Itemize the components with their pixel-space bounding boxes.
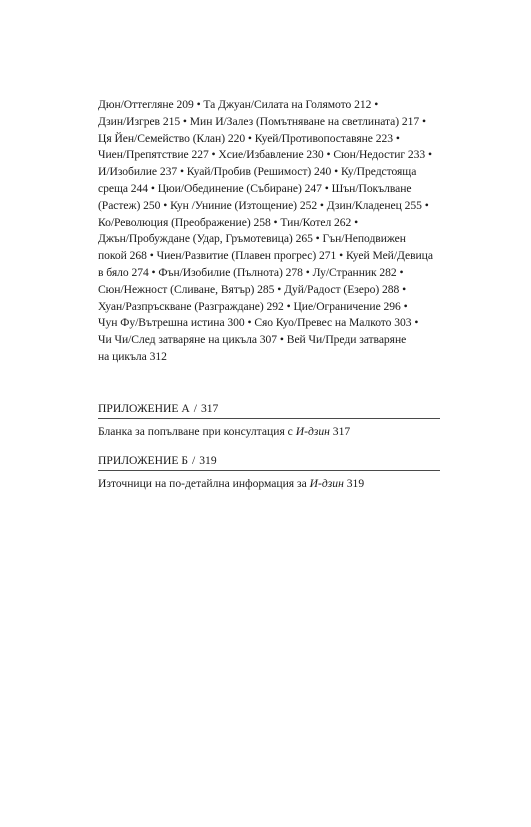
appendix-a-heading	[98, 401, 440, 419]
appendix-a-entry-page: 317	[329, 425, 351, 438]
toc-hexagram-list	[98, 97, 440, 366]
toc-line: Чун Фу/Вътрешна истина 300 • Сяо Куо/Превес на Малкото 303 •	[98, 316, 419, 330]
appendix-a-entry-text: Бланка за попълване при консултация с	[98, 425, 296, 438]
appendix-b-page: 319	[199, 454, 217, 467]
appendix-a-page: 317	[200, 402, 219, 415]
toc-line: Хуан/Разпръскване (Разграждане) 292 • Цие/Ограничение 296 •	[98, 299, 408, 313]
appendix-b-entry-text: Източници на по-детайлна информация за	[98, 477, 310, 490]
appendix-b-entry-italic: И-дзин	[309, 477, 344, 490]
toc-line: Чиен/Препятствие 227 • Хсие/Избавление 230 • Сюн/Недостиг 233 •	[98, 148, 433, 162]
toc-line: (Растеж) 250 • Кун /Униние (Изтощение) 252 • Дзин/Кладенец 255 •	[98, 198, 429, 212]
appendix-a-entry-italic: И-дзин	[295, 425, 330, 438]
toc-line: покой 268 • Чиен/Развитие (Плавен прогрес) 271 • Куей Мей/Девица	[98, 249, 433, 263]
toc-line: Ця Йен/Семейство (Клан) 220 • Куей/Противопоставяне 223 •	[98, 131, 400, 145]
toc-line: Дюн/Оттегляне 209 • Та Джуан/Силата на Голямото 212 •	[98, 98, 379, 111]
toc-line: Сюн/Нежност (Сливане, Вятър) 285 • Дуй/Радост (Езеро) 288 •	[98, 282, 407, 296]
toc-line: на цикъла 312	[98, 349, 167, 363]
toc-line: И/Изобилие 237 • Куай/Пробив (Решимост) 240 • Ку/Предстояща	[98, 165, 417, 179]
toc-line: в бяло 274 • Фън/Изобилие (Пълнота) 278 • Лу/Странник 282 •	[98, 265, 404, 279]
appendix-a-separator: /	[193, 402, 197, 415]
toc-line: Джън/Пробуждане (Удар, Гръмотевица) 265 • Гън/Неподвижен	[98, 232, 406, 246]
appendix-b-title: ПРИЛОЖЕНИЕ Б	[98, 454, 188, 467]
appendix-b-separator: /	[192, 454, 196, 467]
appendix-b-entry-page: 319	[343, 477, 365, 490]
appendix-a-entry	[98, 424, 440, 440]
toc-line: среща 244 • Цюи/Обединение (Събиране) 247 • Шън/Покълване	[98, 181, 412, 195]
toc-line: Ко/Революция (Преображение) 258 • Тин/Котел 262 •	[98, 215, 359, 229]
toc-line: Дзин/Изгрев 215 • Мин И/Залез (Помътняване на светлината) 217 •	[98, 114, 427, 128]
appendix-b-entry	[98, 476, 440, 492]
appendix-b-section	[98, 453, 440, 492]
appendix-a-title: ПРИЛОЖЕНИЕ А	[98, 402, 190, 415]
appendix-a-section	[98, 401, 440, 440]
appendix-b-heading	[98, 453, 440, 471]
toc-line: Чи Чи/След затваряне на цикъла 307 • Вей Чи/Преди затваряне	[98, 333, 407, 347]
